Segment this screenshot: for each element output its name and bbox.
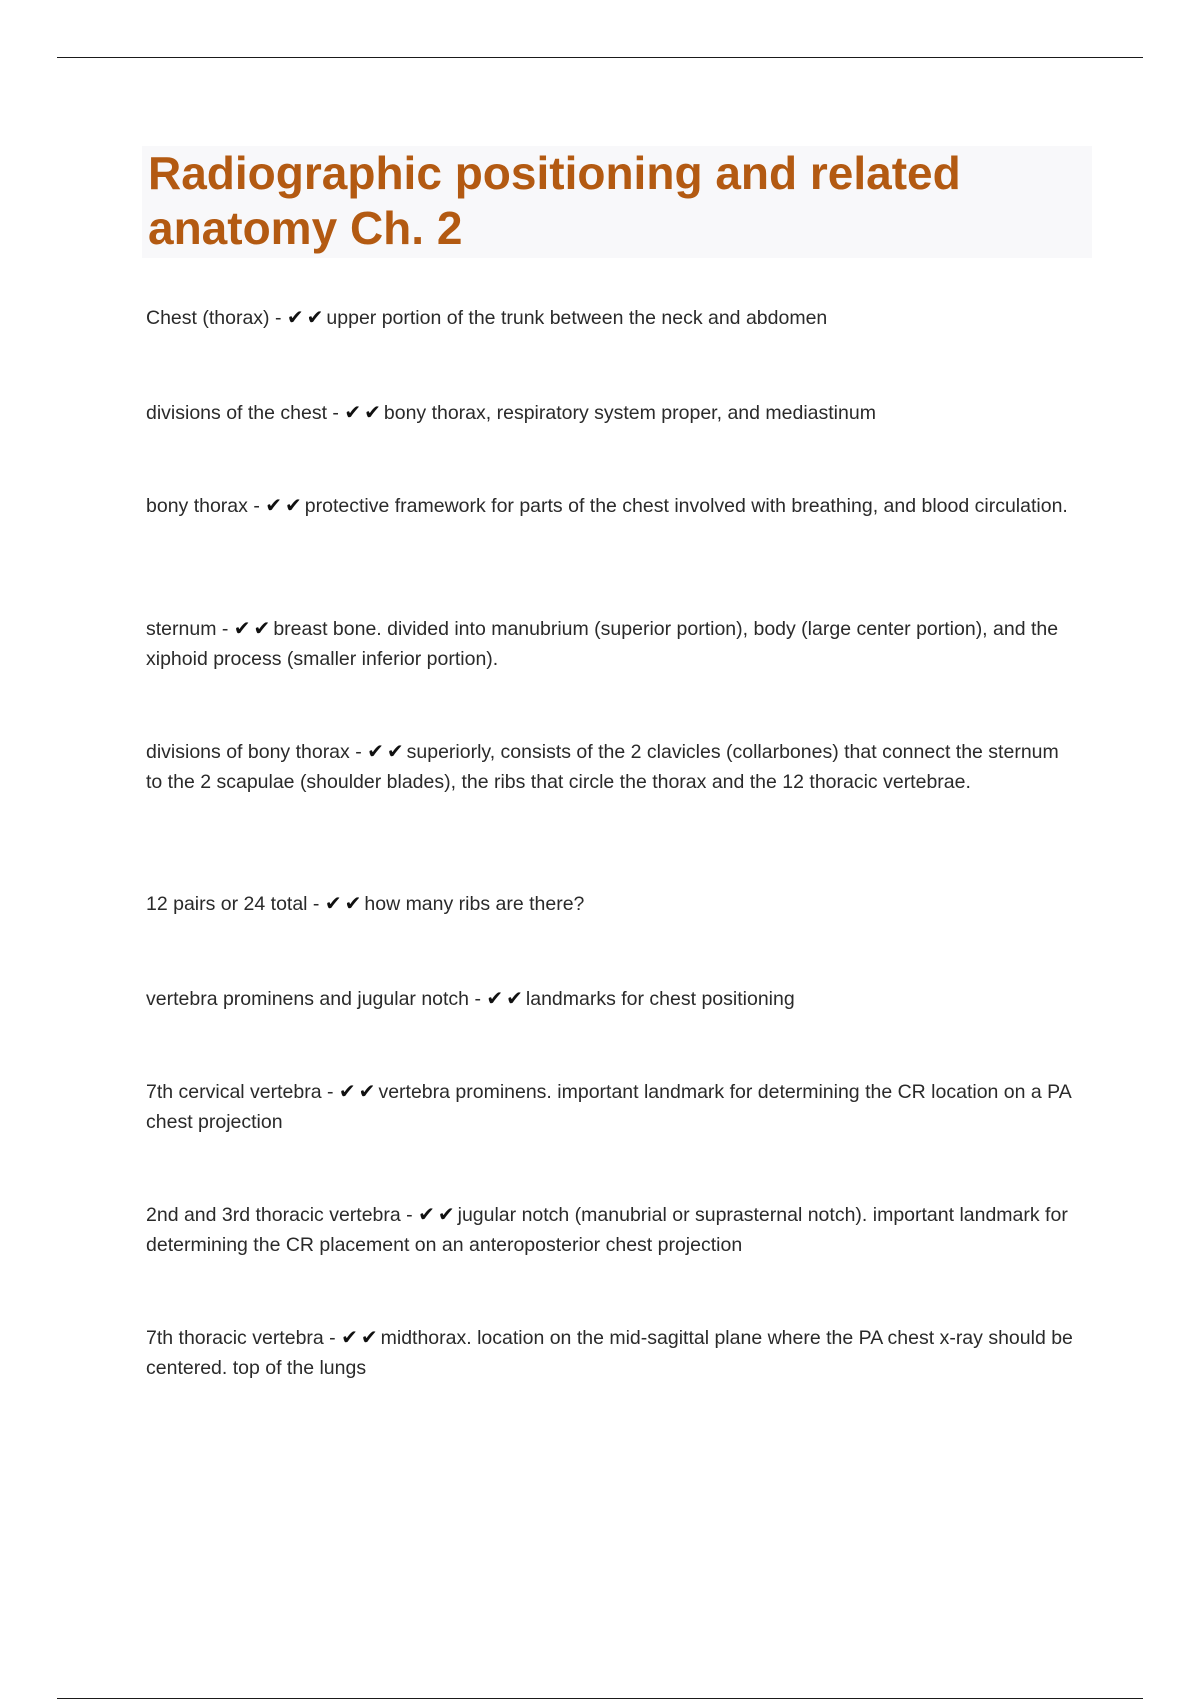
flashcard-definition: landmarks for chest positioning	[525, 988, 795, 1010]
flashcard-item	[146, 1076, 1076, 1137]
flashcard-term: sternum	[146, 618, 217, 640]
flashcard-term: 2nd and 3rd thoracic vertebra	[146, 1204, 401, 1226]
flashcard-definition: superiorly, consists of the 2 clavicles (collarbones) that connect the sternum to the 2 scapulae (shoulder blades), the ribs that circle the thorax and the 12 thoracic vertebrae.	[146, 741, 1059, 793]
term-separator: -	[307, 893, 325, 915]
flashcard-item	[146, 490, 1076, 521]
double-check-icon: ✔✔	[367, 739, 407, 763]
document-title: Radiographic positioning and related anatomy Ch. 2	[148, 147, 961, 254]
flashcard-definition: jugular notch (manubrial or suprasternal notch). important landmark for determining the CR placement on an anteroposterior chest projection	[146, 1204, 1068, 1256]
double-check-icon: ✔✔	[341, 1325, 381, 1349]
double-check-icon: ✔✔	[324, 891, 365, 915]
flashcard-term: 12 pairs or 24 total	[146, 893, 308, 915]
flashcard-item	[146, 302, 1076, 333]
flashcard-definition: protective framework for parts of the chest involved with breathing, and blood circulation.	[304, 495, 1068, 517]
double-check-icon: ✔✔	[286, 305, 327, 329]
flashcard-definition: how many ribs are there?	[364, 893, 585, 915]
flashcard-definition: bony thorax, respiratory system proper, and mediastinum	[383, 402, 876, 424]
flashcard-item	[146, 1322, 1076, 1383]
double-check-icon: ✔✔	[338, 1079, 379, 1103]
flashcard-item	[146, 397, 1076, 428]
double-check-icon: ✔✔	[233, 616, 274, 640]
flashcard-item	[146, 983, 1076, 1014]
title-banner	[142, 146, 1092, 258]
term-separator: -	[400, 1204, 419, 1226]
flashcard-item	[146, 613, 1076, 674]
flashcard-term: divisions of the chest	[146, 402, 328, 424]
flashcard-term: vertebra prominens and jugular notch	[146, 988, 470, 1010]
top-divider	[57, 57, 1143, 58]
term-separator: -	[269, 307, 287, 329]
double-check-icon: ✔✔	[486, 986, 526, 1010]
flashcard-term: 7th thoracic vertebra	[146, 1327, 324, 1349]
double-check-icon: ✔✔	[344, 400, 384, 424]
double-check-icon: ✔✔	[265, 493, 305, 517]
term-separator: -	[321, 1081, 339, 1103]
flashcard-term: Chest (thorax)	[146, 307, 270, 329]
flashcard-item	[146, 888, 1076, 919]
term-separator: -	[216, 618, 234, 640]
flashcard-item	[146, 736, 1076, 797]
flashcard-definition: vertebra prominens. important landmark for determining the CR location on a PA chest projection	[146, 1081, 1071, 1133]
flashcard-definition: upper portion of the trunk between the neck and abdomen	[326, 307, 828, 329]
flashcard-definition: breast bone. divided into manubrium (superior portion), body (large center portion), and the xiphoid process (smaller inferior portion).	[146, 618, 1059, 670]
term-separator: -	[349, 741, 368, 763]
flashcard-term: 7th cervical vertebra	[146, 1081, 322, 1103]
flashcard-item	[146, 1199, 1076, 1260]
bottom-divider	[57, 1698, 1143, 1699]
flashcard-term: bony thorax	[146, 495, 248, 517]
term-separator: -	[247, 495, 266, 517]
term-separator: -	[323, 1327, 342, 1349]
term-separator: -	[327, 402, 345, 424]
term-separator: -	[469, 988, 487, 1010]
flashcard-term: divisions of bony thorax	[146, 741, 350, 763]
flashcard-definition: midthorax. location on the mid-sagittal plane where the PA chest x-ray should be centered. top of the lungs	[146, 1327, 1073, 1379]
double-check-icon: ✔✔	[418, 1202, 458, 1226]
